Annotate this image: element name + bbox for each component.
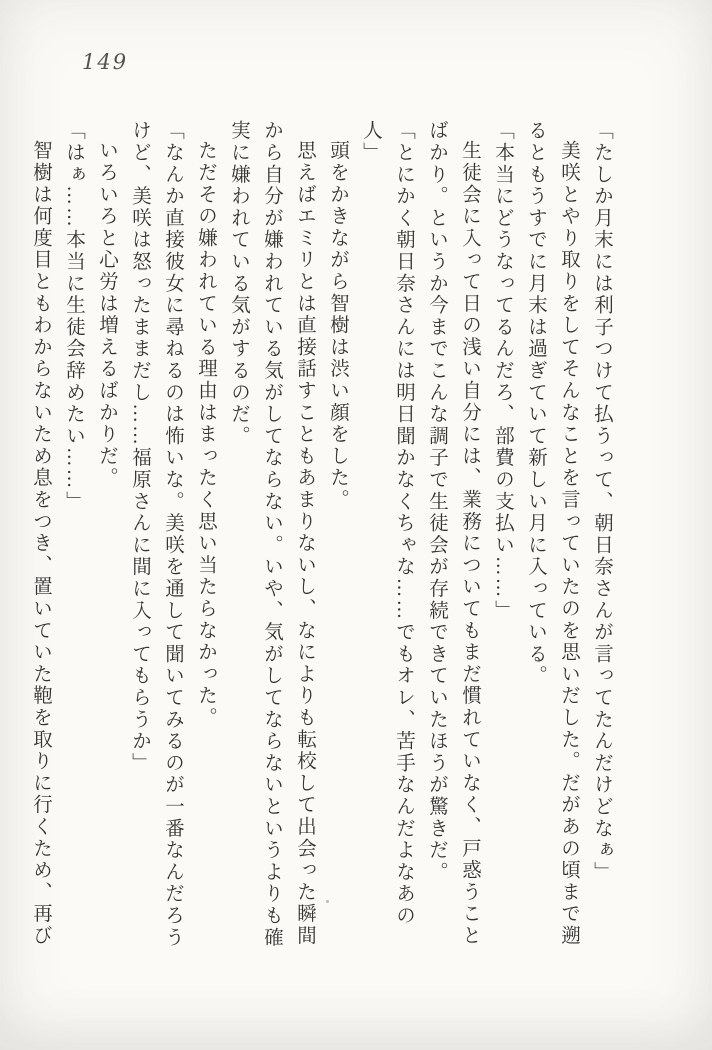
paragraph-dialogue: 「とにかく朝日奈さんには明日聞かなくちゃな……でもオレ、苦手なんだよなあの人」 <box>360 120 414 927</box>
paragraph-narration: 生徒会に入って日の浅い自分には、業務についてもまだ慣れていなく、戸惑うことばかり。というか今までこんな調子で生徒会が存続できていたほうが驚きだ。 <box>426 120 480 947</box>
paragraph-narration: ただその嫌われている理由はまったく思い当たらなかった。 <box>195 139 216 729</box>
paragraph-narration: 智樹は何度目ともわからないため息をつき、置いていた鞄を取りに行くため、再び <box>30 139 51 947</box>
paragraph-dialogue: 「はぁ……本当に生徒会辞めたい……」 <box>63 120 84 513</box>
paragraph-dialogue: 「なんか直接彼女に尋ねるのは怖いな。美咲を通して聞いてみるのが一番なんだろうけど、美咲は怒ったままだし……福原さんに間に入ってもらうか」 <box>129 120 183 949</box>
paragraph-narration: いろいろと心労は増えるばかりだ。 <box>96 139 117 489</box>
vertical-text-body <box>24 120 618 960</box>
paragraph-dialogue: 「本当にどうなってるんだろ、部費の支払い……」 <box>492 120 513 622</box>
paragraph-dialogue: 「たしか月末には利子つけて払うって、朝日奈さんが言ってたんだけどなぁ」 <box>591 120 612 883</box>
paragraph-narration: 美咲とやり取りをしてそんなことを言っていたのを思いだした。だがあの頃まで遡るともうすでに月末は過ぎていて新しい月に入っている。 <box>525 120 579 947</box>
paragraph-narration: 思えばエミリとは直接話すこともあまりないし、なによりも転校して出会った瞬間から自分が嫌われている気がしてならない。いや、気がしてならないというよりも確実に嫌われている気がするのだ。 <box>228 120 315 949</box>
page-number: 149 <box>82 50 129 74</box>
scan-artifact-speck <box>326 900 329 903</box>
paragraph-narration: 頭をかきながら智樹は渋い顔をした。 <box>327 139 348 511</box>
